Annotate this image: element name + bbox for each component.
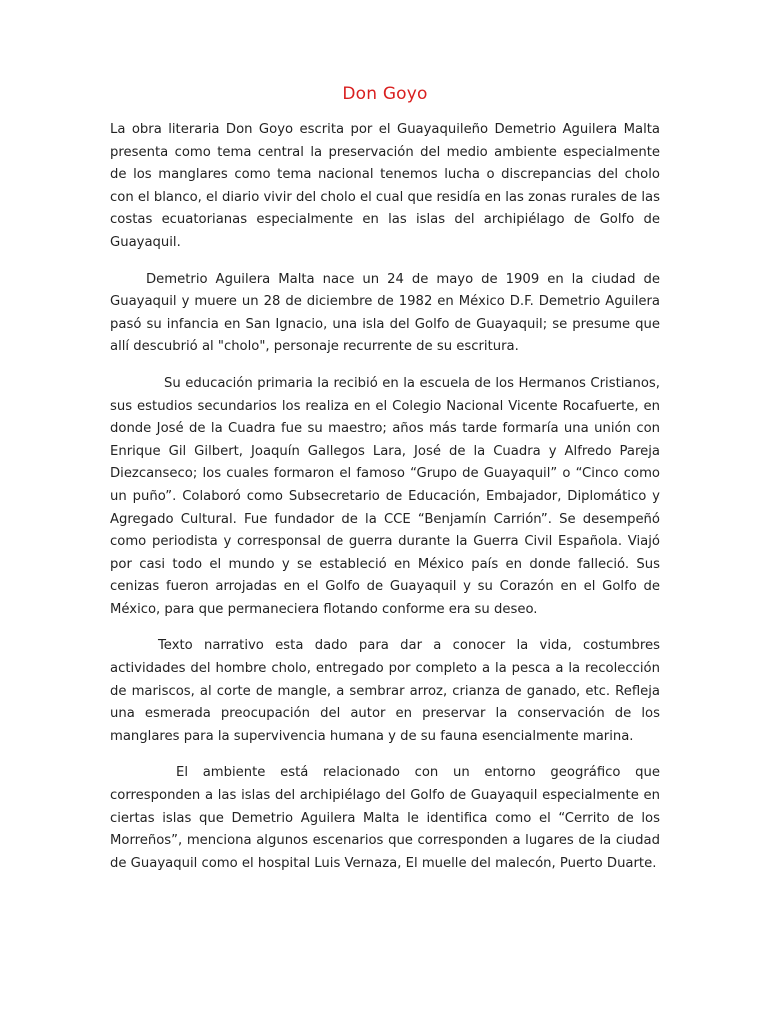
document-page bbox=[110, 84, 660, 889]
paragraph-biography: Demetrio Aguilera Malta nace un 24 de mayo de 1909 en la ciudad de Guayaquil y muere un 28 de diciembre de 1982 en México D.F. Demetrio Aguilera pasó su infancia en San Ignacio, una isla del Golfo de Guayaquil; se presume que allí descubrió al "cholo", personaje recurrente de su escritura. bbox=[110, 271, 660, 355]
paragraph-narrative: Texto narrativo esta dado para dar a conocer la vida, costumbres actividades del hombre cholo, entregado por completo a la pesca a la recolección de mariscos, al corte de mangle, a sembrar arroz, crianza de ganado, etc. Refleja una esmerada preocupación del autor en preservar la conservación de los manglares para la supervivencia humana y de su fauna esencialmente marina. bbox=[110, 638, 660, 744]
paragraph-setting: El ambiente está relacionado con un entorno geográfico que corresponden a las islas del archipiélago del Golfo de Guayaquil especialmente en ciertas islas que Demetrio Aguilera Malta le identifica como el “Cerrito de los Morreños”, menciona algunos escenarios que corresponden a lugares de la ciudad de Guayaquil como el hospital Luis Vernaza, El muelle del malecón, Puerto Duarte. bbox=[110, 765, 660, 871]
paragraph-intro: La obra literaria Don Goyo escrita por el Guayaquileño Demetrio Aguilera Malta presenta como tema central la preservación del medio ambiente especialmente de los manglares como tema nacional tenemos lucha o discrepancias del cholo con el blanco, el diario vivir del cholo el cual que residía en las zonas rurales de las costas ecuatorianas especialmente en las islas del archipiélago de Golfo de Guayaquil. bbox=[110, 122, 660, 250]
document-title: Don Goyo bbox=[342, 84, 428, 104]
paragraph-education: Su educación primaria la recibió en la escuela de los Hermanos Cristianos, sus estudios secundarios los realiza en el Colegio Nacional Vicente Rocafuerte, en donde José de la Cuadra fue su maestro; años más tarde formaría una unión con Enrique Gil Gilbert, Joaquín Gallegos Lara, José de la Cuadra y Alfredo Pareja Diezcanseco; los cuales formaron el famoso “Grupo de Guayaquil” o “Cinco como un puño”. Colaboró como Subsecretario de Educación, Embajador, Diplomático y Agregado Cultural. Fue fundador de la CCE “Benjamín Carrión”. Se desempeñó como periodista y corresponsal de guerra durante la Guerra Civil Española. Viajó por casi todo el mundo y se estableció en México país en donde falleció. Sus cenizas fueron arrojadas en el Golfo de Guayaquil y su Corazón en el Golfo de México, para que permaneciera flotando conforme era su deseo. bbox=[110, 375, 660, 617]
